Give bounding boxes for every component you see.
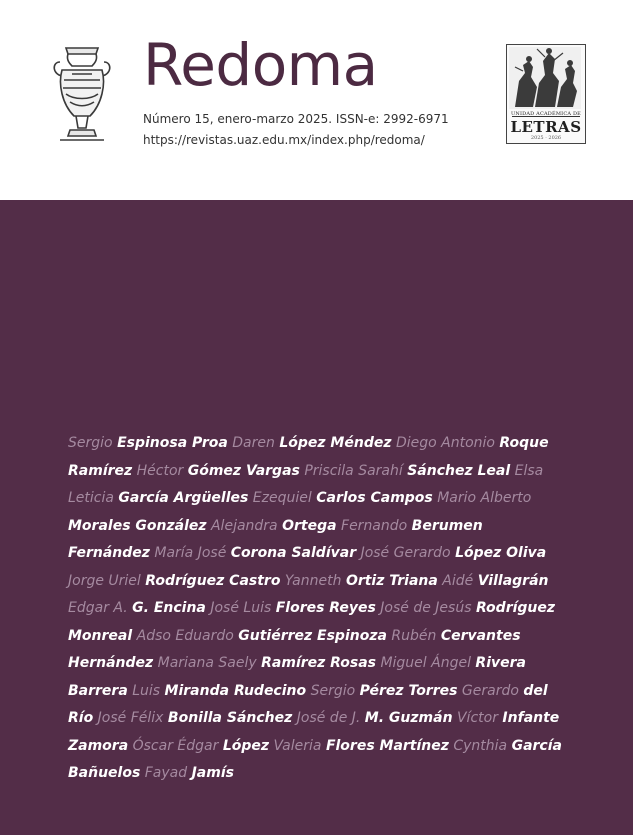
author-given-name: Gerardo — [461, 682, 519, 699]
letras-logo-icon — [506, 44, 586, 144]
author-surname: Roque Ramírez — [68, 435, 549, 479]
author-given-name: José Félix — [97, 710, 164, 726]
logo-years: 2025 · 2026 — [530, 135, 562, 141]
author-surname: del Río — [68, 682, 548, 726]
author-surname: Pérez Torres — [359, 682, 458, 699]
author-given-name: Miguel Ángel — [380, 655, 471, 671]
author-given-name: Sergio — [68, 435, 113, 451]
author-given-name: Sergio — [310, 682, 356, 699]
author-given-name: Mariana Saely — [157, 655, 257, 671]
author-surname: Rodríguez Castro — [145, 572, 281, 589]
author-given-name: José Gerardo — [360, 545, 451, 561]
author-surname: López Méndez — [279, 435, 392, 451]
author-given-name: Daren — [232, 435, 275, 451]
author-given-name: Yanneth — [284, 572, 342, 589]
author-given-name: Víctor — [456, 710, 498, 726]
logo-illustration — [509, 47, 581, 109]
author-given-name: Elsa Leticia — [68, 462, 544, 506]
author-given-name: Óscar Édgar — [132, 737, 219, 754]
author-given-name: Priscila Sarahí — [304, 462, 403, 479]
author-given-name: Ezequiel — [252, 490, 312, 506]
vase-icon — [50, 44, 114, 146]
author-surname: Ortega — [282, 517, 337, 534]
author-surname: Ortiz Triana — [345, 572, 438, 589]
author-given-name: Jorge Uriel — [68, 572, 141, 589]
journal-url[interactable]: https://revistas.uaz.edu.mx/index.php/redoma/ — [143, 133, 425, 147]
author-given-name: Fernando — [341, 517, 408, 534]
author-surname: Espinosa Proa — [117, 435, 228, 451]
author-surname: López Oliva — [455, 545, 547, 561]
author-surname: Gutiérrez Espinoza — [238, 627, 387, 644]
author-surname: Morales González — [68, 517, 207, 534]
author-surname: Villagrán — [477, 572, 549, 589]
journal-title: Redoma — [143, 31, 378, 99]
author-given-name: Luis — [132, 682, 161, 699]
author-given-name: Mario Alberto — [437, 490, 532, 506]
author-surname: G. Encina — [132, 600, 206, 616]
author-given-name: Cynthia — [453, 737, 508, 754]
author-surname: Jamís — [191, 765, 234, 781]
author-list — [68, 430, 568, 788]
author-given-name: José de Jesús — [380, 600, 472, 616]
author-surname: M. Guzmán — [364, 710, 453, 726]
author-surname: Miranda Rudecino — [164, 682, 307, 699]
author-given-name: Adso Eduardo — [136, 627, 234, 644]
logo-main-word: LETRAS — [510, 118, 582, 136]
author-surname: López — [222, 737, 270, 754]
author-given-name: Aidé — [442, 572, 474, 589]
author-surname: Rivera Barrera — [68, 655, 526, 699]
author-given-name: Edgar A. — [68, 600, 128, 616]
author-surname: Corona Saldívar — [230, 545, 357, 561]
cover-header — [0, 0, 633, 200]
author-given-name: Alejandra — [210, 517, 278, 534]
author-given-name: Diego Antonio — [395, 435, 495, 451]
author-given-name: Rubén — [391, 627, 437, 644]
author-given-name: María José — [154, 545, 227, 561]
author-given-name: José Luis — [210, 600, 272, 616]
author-surname: Berumen Fernández — [68, 517, 483, 561]
author-surname: Cervantes Hernández — [68, 627, 521, 671]
author-surname: Ramírez Rosas — [261, 655, 376, 671]
author-surname: Carlos Campos — [316, 490, 433, 506]
author-surname: Flores Reyes — [275, 600, 376, 616]
author-surname: Bonilla Sánchez — [167, 710, 293, 726]
author-given-name: José de J. — [296, 710, 361, 726]
author-surname: Gómez Vargas — [187, 462, 300, 479]
author-given-name: Fayad — [144, 765, 188, 781]
author-surname: Sánchez Leal — [407, 462, 511, 479]
author-surname: García Bañuelos — [68, 737, 562, 781]
author-surname: Infante Zamora — [68, 710, 560, 754]
author-given-name: Valeria — [273, 737, 322, 754]
author-surname: Rodríguez Monreal — [68, 600, 556, 644]
author-surname: Flores Martínez — [325, 737, 449, 754]
issue-line: Número 15, enero-marzo 2025. ISSN-e: 2992-6971 — [143, 112, 449, 126]
author-given-name: Héctor — [136, 462, 184, 479]
logo-small-line: UNIDAD ACADÉMICA DE — [510, 111, 582, 117]
author-surname: García Argüelles — [118, 490, 249, 506]
